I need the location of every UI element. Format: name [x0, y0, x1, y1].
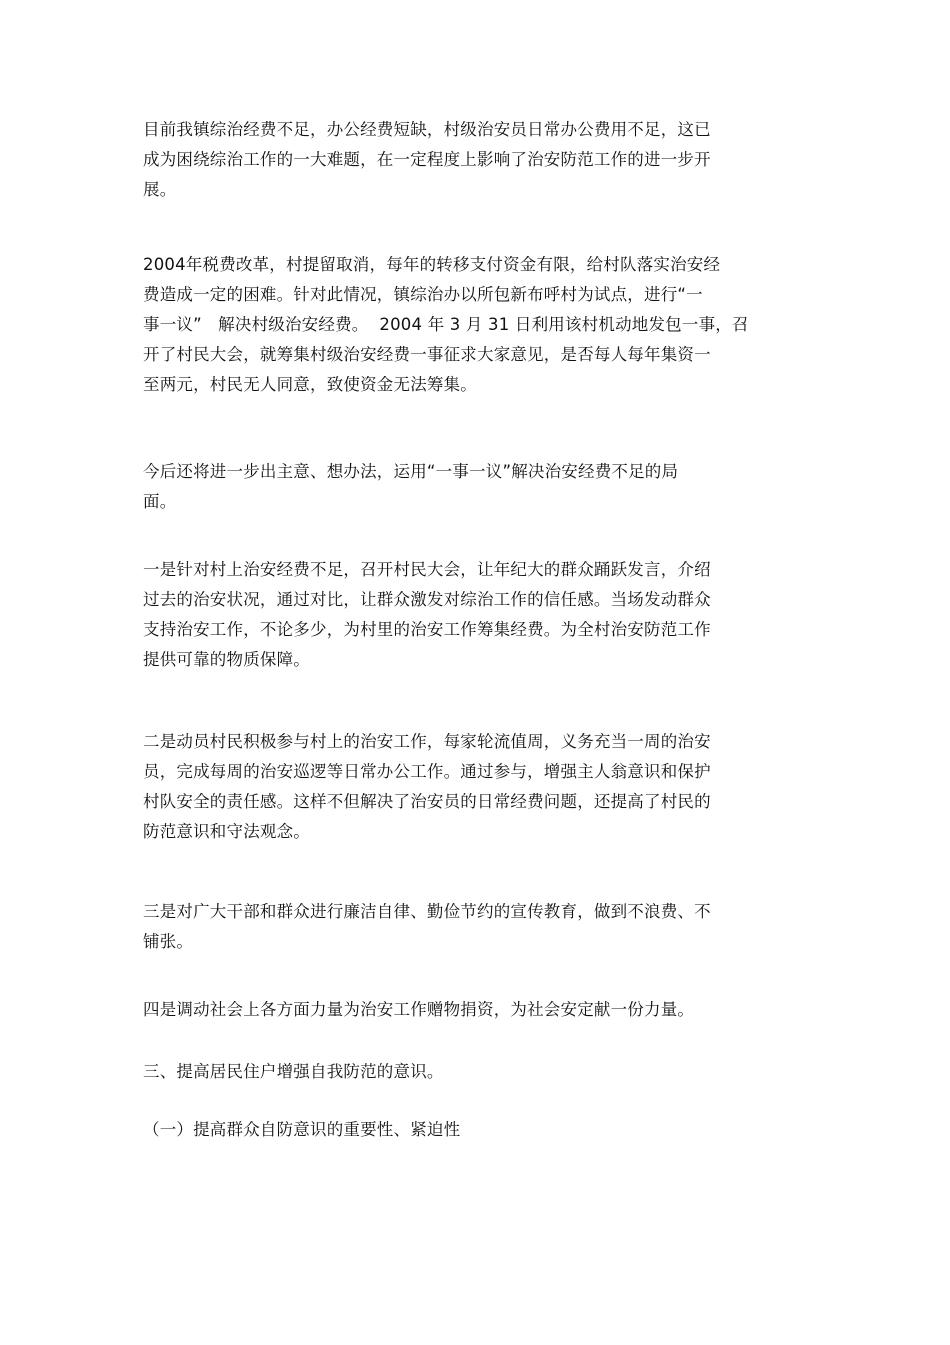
text-line: 提供可靠的物质保障。: [143, 650, 310, 669]
text-line: 二是动员村民积极参与村上的治安工作，每家轮流值周，义务充当一周的治安: [143, 732, 711, 751]
text-line: 面。: [143, 492, 177, 511]
text-line: 支持治安工作，不论多少，为村里的治安工作筹集经费。为全村治安防范工作: [143, 620, 711, 639]
text-line: 铺张。: [143, 932, 194, 951]
text-line: 一是针对村上治安经费不足，召开村民大会，让年纪大的群众踊跃发言，介绍: [143, 560, 711, 579]
section-heading-three: [143, 1057, 444, 1087]
paragraph-future-plan: [143, 457, 678, 517]
heading-line: （一）提高群众自防意识的重要性、紧迫性: [143, 1120, 461, 1139]
text-line: 过去的治安状况，通过对比，让群众激发对综治工作的信任感。当场发动群众: [143, 590, 711, 609]
text-line: 目前我镇综治经费不足，办公经费短缺，村级治安员日常办公费用不足，这已: [143, 120, 711, 139]
text-line: 成为困绕综治工作的一大难题，在一定程度上影响了治安防范工作的进一步开: [143, 150, 711, 169]
text-line: 三是对广大干部和群众进行廉洁自律、勤俭节约的宣传教育，做到不浪费、不: [143, 902, 711, 921]
text-line: 防范意识和守法观念。: [143, 822, 310, 841]
text-line: 开了村民大会，就筹集村级治安经费一事征求大家意见，是否每人每年集资一: [143, 345, 711, 364]
text-line: 至两元，村民无人同意，致使资金无法筹集。: [143, 375, 477, 394]
paragraph-point-four: [143, 995, 694, 1025]
text-line: 今后还将进一步出主意、想办法，运用“一事一议”解决治安经费不足的局: [143, 462, 679, 481]
text-line: 展。: [143, 180, 177, 199]
paragraph-point-three: [143, 897, 711, 957]
text-line: 费造成一定的困难。针对此情况，镇综治办以所包新布呼村为试点，进行“一: [143, 285, 703, 304]
heading-line: 三、提高居民住户增强自我防范的意识。: [143, 1062, 444, 1081]
text-line: 2004年税费改革，村提留取消，每年的转移支付资金有限，给村队落实治安经: [143, 255, 721, 274]
paragraph-point-one: [143, 555, 711, 675]
paragraph-funding-shortage: [143, 115, 711, 205]
text-line: 村队安全的责任感。这样不但解决了治安员的日常经费问题，还提高了村民的: [143, 792, 711, 811]
paragraph-point-two: [143, 727, 711, 847]
text-line: 事一议” 解决村级治安经费。 2004 年 3 月 31 日利用该村机动地发包一事，召: [143, 315, 749, 334]
subsection-heading-one: [143, 1115, 460, 1145]
text-line: 四是调动社会上各方面力量为治安工作赠物捐资，为社会安定献一份力量。: [143, 1000, 695, 1019]
paragraph-tax-reform: [143, 250, 749, 400]
text-line: 员，完成每周的治安巡逻等日常办公工作。通过参与，增强主人翁意识和保护: [143, 762, 711, 781]
